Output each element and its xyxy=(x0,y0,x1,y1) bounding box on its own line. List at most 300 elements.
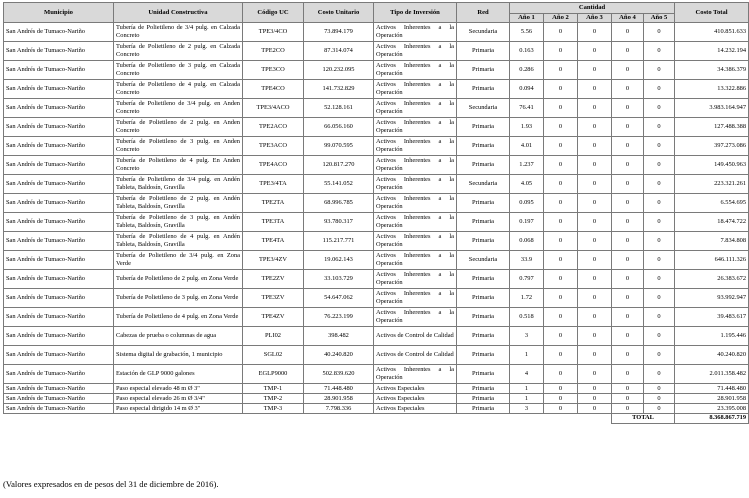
table-row xyxy=(4,23,749,42)
cell-municipio: San Andrés de Tumaco-Nariño xyxy=(4,80,114,99)
cell-red: Primaria xyxy=(457,270,510,289)
cell-municipio: San Andrés de Tumaco-Nariño xyxy=(4,251,114,270)
table-row xyxy=(4,156,749,175)
cell-codigo-uc: TPE2ACO xyxy=(243,118,304,137)
table-row xyxy=(4,308,749,327)
cell-year-2: 0 xyxy=(544,175,578,194)
cell-year-5: 0 xyxy=(644,61,675,80)
cell-tipo-inversion: Activos Inherentes a la Operación xyxy=(374,156,457,175)
cell-costo-total: 6.554.695 xyxy=(675,194,749,213)
cell-year-3: 0 xyxy=(578,80,612,99)
cell-codigo-uc: TPE3ACO xyxy=(243,137,304,156)
cell-year-4: 0 xyxy=(612,175,644,194)
cell-costo-unitario: 76.223.199 xyxy=(304,308,374,327)
cell-year-3: 0 xyxy=(578,404,612,414)
cell-year-4: 0 xyxy=(612,156,644,175)
cell-tipo-inversion: Activos Inherentes a la Operación xyxy=(374,42,457,61)
cell-year-1: 3 xyxy=(510,327,544,346)
table-body xyxy=(4,23,749,423)
cell-year-3: 0 xyxy=(578,23,612,42)
cell-costo-unitario: 66.056.160 xyxy=(304,118,374,137)
cell-unidad-constructiva: Estación de GLP 9000 galones xyxy=(114,365,243,384)
cell-costo-total: 28.901.958 xyxy=(675,394,749,404)
cell-year-2: 0 xyxy=(544,404,578,414)
cell-year-1: 33.9 xyxy=(510,251,544,270)
values-note: (Valores expresados en de pesos del 31 de diciembre de 2016). xyxy=(3,479,219,489)
cell-unidad-constructiva: Paso especial dirigido 14 m Ø 3" xyxy=(114,404,243,414)
table-row xyxy=(4,232,749,251)
cell-costo-total: 71.448.480 xyxy=(675,384,749,394)
cell-year-5: 0 xyxy=(644,394,675,404)
cell-codigo-uc: TMP-2 xyxy=(243,394,304,404)
table-row xyxy=(4,213,749,232)
cell-unidad-constructiva: Tubería de Polietileno de 4 pulg. en Calzada Concreto xyxy=(114,80,243,99)
cell-year-3: 0 xyxy=(578,365,612,384)
cell-codigo-uc: TPE3/4ZV xyxy=(243,251,304,270)
cell-year-2: 0 xyxy=(544,232,578,251)
cell-year-4: 0 xyxy=(612,194,644,213)
cell-year-4: 0 xyxy=(612,80,644,99)
cell-year-5: 0 xyxy=(644,327,675,346)
cell-year-2: 0 xyxy=(544,346,578,365)
cell-year-5: 0 xyxy=(644,23,675,42)
cell-tipo-inversion: Activos Inherentes a la Operación xyxy=(374,213,457,232)
table-row xyxy=(4,384,749,394)
cell-year-4: 0 xyxy=(612,137,644,156)
cell-costo-total: 223.321.261 xyxy=(675,175,749,194)
cell-year-1: 3 xyxy=(510,404,544,414)
cell-unidad-constructiva: Tubería de Polietileno de 3/4 pulg. en Andén Tableta, Baldosín, Gravilla xyxy=(114,175,243,194)
cell-codigo-uc: TPE3CO xyxy=(243,61,304,80)
cell-unidad-constructiva: Paso especial elevado 26 m Ø 3/4" xyxy=(114,394,243,404)
cell-codigo-uc: TPE3TA xyxy=(243,213,304,232)
cell-red: Primaria xyxy=(457,394,510,404)
cell-year-2: 0 xyxy=(544,99,578,118)
cell-year-4: 0 xyxy=(612,289,644,308)
cell-red: Primaria xyxy=(457,232,510,251)
cell-year-2: 0 xyxy=(544,61,578,80)
cell-year-1: 1.93 xyxy=(510,118,544,137)
cell-year-5: 0 xyxy=(644,251,675,270)
cell-year-1: 4 xyxy=(510,365,544,384)
cell-year-3: 0 xyxy=(578,137,612,156)
cell-year-4: 0 xyxy=(612,327,644,346)
cell-costo-unitario: 120.232.095 xyxy=(304,61,374,80)
cell-codigo-uc: TPE4CO xyxy=(243,80,304,99)
table-row xyxy=(4,118,749,137)
table-row xyxy=(4,404,749,414)
cell-unidad-constructiva: Tubería de Polietileno de 3 pulg. en Zona Verde xyxy=(114,289,243,308)
cell-year-1: 1 xyxy=(510,384,544,394)
cell-costo-total: 39.483.617 xyxy=(675,308,749,327)
total-value: 8.368.867.719 xyxy=(675,414,749,423)
cell-codigo-uc: TPE3ZV xyxy=(243,289,304,308)
cell-red: Secundaria xyxy=(457,175,510,194)
investment-table xyxy=(3,2,749,424)
cell-codigo-uc: PLI02 xyxy=(243,327,304,346)
cell-year-1: 0.797 xyxy=(510,270,544,289)
cell-tipo-inversion: Activos Inherentes a la Operación xyxy=(374,80,457,99)
cell-unidad-constructiva: Paso especial elevado 48 m Ø 3" xyxy=(114,384,243,394)
table-row xyxy=(4,175,749,194)
cell-municipio: San Andrés de Tumaco-Nariño xyxy=(4,308,114,327)
cell-year-3: 0 xyxy=(578,289,612,308)
cell-costo-total: 23.395.008 xyxy=(675,404,749,414)
cell-costo-total: 13.322.886 xyxy=(675,80,749,99)
cell-year-1: 1.72 xyxy=(510,289,544,308)
cell-year-1: 4.05 xyxy=(510,175,544,194)
cell-costo-total: 646.111.326 xyxy=(675,251,749,270)
cell-tipo-inversion: Activos Inherentes a la Operación xyxy=(374,61,457,80)
header-costo-total: Costo Total xyxy=(675,3,749,23)
header-year-1: Año 1 xyxy=(510,14,544,23)
cell-year-2: 0 xyxy=(544,194,578,213)
table-row xyxy=(4,80,749,99)
cell-municipio: San Andrés de Tumaco-Nariño xyxy=(4,232,114,251)
cell-codigo-uc: SGL02 xyxy=(243,346,304,365)
cell-red: Primaria xyxy=(457,194,510,213)
table-row xyxy=(4,270,749,289)
cell-tipo-inversion: Activos Inherentes a la Operación xyxy=(374,118,457,137)
cell-codigo-uc: TPE4TA xyxy=(243,232,304,251)
cell-red: Primaria xyxy=(457,289,510,308)
cell-costo-total: 34.386.379 xyxy=(675,61,749,80)
cell-municipio: San Andrés de Tumaco-Nariño xyxy=(4,175,114,194)
cell-year-5: 0 xyxy=(644,308,675,327)
cell-municipio: San Andrés de Tumaco-Nariño xyxy=(4,327,114,346)
table-row xyxy=(4,394,749,404)
cell-codigo-uc: TPE4ZV xyxy=(243,308,304,327)
cell-year-5: 0 xyxy=(644,384,675,394)
cell-year-5: 0 xyxy=(644,213,675,232)
cell-year-3: 0 xyxy=(578,118,612,137)
cell-year-3: 0 xyxy=(578,346,612,365)
cell-year-2: 0 xyxy=(544,384,578,394)
cell-tipo-inversion: Activos Inherentes a la Operación xyxy=(374,365,457,384)
cell-costo-total: 127.488.388 xyxy=(675,118,749,137)
cell-red: Primaria xyxy=(457,308,510,327)
table-row xyxy=(4,194,749,213)
cell-year-5: 0 xyxy=(644,194,675,213)
cell-codigo-uc: TPE3/4TA xyxy=(243,175,304,194)
cell-year-1: 0.518 xyxy=(510,308,544,327)
cell-red: Primaria xyxy=(457,80,510,99)
cell-year-5: 0 xyxy=(644,232,675,251)
cell-year-3: 0 xyxy=(578,194,612,213)
cell-year-4: 0 xyxy=(612,61,644,80)
table-header xyxy=(4,3,749,23)
cell-costo-total: 397.273.086 xyxy=(675,137,749,156)
cell-year-4: 0 xyxy=(612,251,644,270)
cell-year-4: 0 xyxy=(612,394,644,404)
cell-year-1: 0.197 xyxy=(510,213,544,232)
cell-unidad-constructiva: Tubería de Polietileno de 3/4 pulg. en Anden Concreto xyxy=(114,99,243,118)
cell-municipio: San Andrés de Tumaco-Nariño xyxy=(4,23,114,42)
cell-year-3: 0 xyxy=(578,394,612,404)
cell-year-4: 0 xyxy=(612,23,644,42)
cell-tipo-inversion: Activos de Control de Calidad xyxy=(374,346,457,365)
cell-tipo-inversion: Activos Inherentes a la Operación xyxy=(374,289,457,308)
cell-year-2: 0 xyxy=(544,42,578,61)
header-year-5: Año 5 xyxy=(644,14,675,23)
cell-costo-unitario: 120.817.270 xyxy=(304,156,374,175)
cell-year-2: 0 xyxy=(544,308,578,327)
cell-municipio: San Andrés de Tumaco-Nariño xyxy=(4,42,114,61)
cell-municipio: San Andrés de Tumaco-Nariño xyxy=(4,137,114,156)
cell-costo-total: 40.240.820 xyxy=(675,346,749,365)
cell-year-5: 0 xyxy=(644,175,675,194)
cell-year-1: 1 xyxy=(510,394,544,404)
cell-municipio: San Andrés de Tumaco-Nariño xyxy=(4,365,114,384)
header-cantidad: Cantidad xyxy=(510,3,675,14)
cell-red: Primaria xyxy=(457,118,510,137)
cell-municipio: San Andrés de Tumaco-Nariño xyxy=(4,270,114,289)
cell-year-4: 0 xyxy=(612,384,644,394)
cell-codigo-uc: TPE3/4CO xyxy=(243,23,304,42)
cell-year-5: 0 xyxy=(644,156,675,175)
cell-unidad-constructiva: Cabezas de prueba o columnas de agua xyxy=(114,327,243,346)
cell-year-1: 0.163 xyxy=(510,42,544,61)
cell-costo-total: 410.851.633 xyxy=(675,23,749,42)
cell-year-5: 0 xyxy=(644,42,675,61)
cell-year-3: 0 xyxy=(578,327,612,346)
cell-year-2: 0 xyxy=(544,80,578,99)
cell-unidad-constructiva: Tubería de Polietileno de 2 pulg. en Anden Concreto xyxy=(114,118,243,137)
cell-year-5: 0 xyxy=(644,346,675,365)
cell-year-5: 0 xyxy=(644,137,675,156)
cell-year-3: 0 xyxy=(578,251,612,270)
total-row xyxy=(4,414,749,423)
cell-codigo-uc: TPE2TA xyxy=(243,194,304,213)
cell-unidad-constructiva: Tubería de Polietileno de 3 pulg. en Andén Tableta, Baldosín, Gravilla xyxy=(114,213,243,232)
table-row xyxy=(4,137,749,156)
header-codigo-uc: Código UC xyxy=(243,3,304,23)
cell-costo-total: 14.232.194 xyxy=(675,42,749,61)
cell-year-3: 0 xyxy=(578,213,612,232)
table-row xyxy=(4,289,749,308)
cell-year-2: 0 xyxy=(544,251,578,270)
cell-costo-unitario: 19.062.143 xyxy=(304,251,374,270)
cell-municipio: San Andrés de Tumaco-Nariño xyxy=(4,156,114,175)
cell-red: Secundaria xyxy=(457,23,510,42)
cell-tipo-inversion: Activos Inherentes a la Operación xyxy=(374,175,457,194)
cell-costo-total: 1.195.446 xyxy=(675,327,749,346)
table-row xyxy=(4,365,749,384)
cell-codigo-uc: TMP-1 xyxy=(243,384,304,394)
cell-year-4: 0 xyxy=(612,270,644,289)
cell-tipo-inversion: Activos Especiales xyxy=(374,404,457,414)
cell-year-3: 0 xyxy=(578,384,612,394)
cell-codigo-uc: TPE2CO xyxy=(243,42,304,61)
cell-year-2: 0 xyxy=(544,270,578,289)
cell-red: Secundaria xyxy=(457,99,510,118)
cell-red: Secundaria xyxy=(457,251,510,270)
cell-year-3: 0 xyxy=(578,42,612,61)
cell-year-4: 0 xyxy=(612,404,644,414)
cell-tipo-inversion: Activos Inherentes a la Operación xyxy=(374,23,457,42)
header-municipio: Municipio xyxy=(4,3,114,23)
cell-year-5: 0 xyxy=(644,365,675,384)
cell-codigo-uc: TPE4ACO xyxy=(243,156,304,175)
cell-year-4: 0 xyxy=(612,308,644,327)
cell-tipo-inversion: Activos Inherentes a la Operación xyxy=(374,270,457,289)
cell-year-1: 5.56 xyxy=(510,23,544,42)
cell-tipo-inversion: Activos de Control de Calidad xyxy=(374,327,457,346)
cell-year-1: 0.068 xyxy=(510,232,544,251)
cell-costo-unitario: 87.314.074 xyxy=(304,42,374,61)
cell-tipo-inversion: Activos Inherentes a la Operación xyxy=(374,308,457,327)
cell-costo-total: 93.992.947 xyxy=(675,289,749,308)
cell-year-1: 0.286 xyxy=(510,61,544,80)
cell-year-2: 0 xyxy=(544,137,578,156)
cell-costo-unitario: 55.141.052 xyxy=(304,175,374,194)
cell-unidad-constructiva: Tubería de Polietileno de 3 pulg. en Calzada Concreto xyxy=(114,61,243,80)
cell-year-3: 0 xyxy=(578,99,612,118)
cell-year-3: 0 xyxy=(578,232,612,251)
cell-costo-unitario: 28.901.958 xyxy=(304,394,374,404)
cell-unidad-constructiva: Tubería de Polietileno de 3 pulg. en Anden Concreto xyxy=(114,137,243,156)
cell-tipo-inversion: Activos Inherentes a la Operación xyxy=(374,251,457,270)
cell-municipio: San Andrés de Tumaco-Nariño xyxy=(4,99,114,118)
cell-year-4: 0 xyxy=(612,365,644,384)
cell-unidad-constructiva: Tubería de Polietileno de 4 pulg. en Zona Verde xyxy=(114,308,243,327)
total-label: TOTAL xyxy=(612,414,675,423)
cell-costo-unitario: 93.780.317 xyxy=(304,213,374,232)
cell-year-3: 0 xyxy=(578,270,612,289)
cell-red: Primaria xyxy=(457,137,510,156)
cell-year-4: 0 xyxy=(612,99,644,118)
cell-year-5: 0 xyxy=(644,118,675,137)
cell-year-1: 76.41 xyxy=(510,99,544,118)
cell-year-1: 0.094 xyxy=(510,80,544,99)
cell-costo-total: 26.383.672 xyxy=(675,270,749,289)
cell-year-2: 0 xyxy=(544,118,578,137)
cell-tipo-inversion: Activos Especiales xyxy=(374,394,457,404)
cell-red: Primaria xyxy=(457,42,510,61)
cell-year-5: 0 xyxy=(644,80,675,99)
cell-costo-total: 2.011.358.482 xyxy=(675,365,749,384)
header-year-2: Año 2 xyxy=(544,14,578,23)
cell-year-2: 0 xyxy=(544,213,578,232)
cell-red: Primaria xyxy=(457,327,510,346)
cell-costo-unitario: 73.894.179 xyxy=(304,23,374,42)
cell-tipo-inversion: Activos Inherentes a la Operación xyxy=(374,99,457,118)
cell-municipio: San Andrés de Tumaco-Nariño xyxy=(4,118,114,137)
cell-costo-unitario: 68.996.785 xyxy=(304,194,374,213)
cell-red: Primaria xyxy=(457,61,510,80)
cell-year-3: 0 xyxy=(578,61,612,80)
cell-municipio: San Andrés de Tumaco-Nariño xyxy=(4,61,114,80)
cell-costo-unitario: 141.732.829 xyxy=(304,80,374,99)
cell-costo-unitario: 7.798.336 xyxy=(304,404,374,414)
header-costo-unitario: Costo Unitario xyxy=(304,3,374,23)
cell-year-2: 0 xyxy=(544,394,578,404)
cell-unidad-constructiva: Tubería de Polietileno de 2 pulg. en Calzada Concreto xyxy=(114,42,243,61)
cell-year-2: 0 xyxy=(544,365,578,384)
cell-red: Primaria xyxy=(457,404,510,414)
cell-year-4: 0 xyxy=(612,346,644,365)
cell-year-1: 0.095 xyxy=(510,194,544,213)
cell-unidad-constructiva: Tubería de Polietileno de 2 pulg. en Andén Tableta, Baldosín, Gravilla xyxy=(114,194,243,213)
table-row xyxy=(4,327,749,346)
cell-municipio: San Andrés de Tumaco-Nariño xyxy=(4,384,114,394)
header-tipo-inversion: Tipo de Inversión xyxy=(374,3,457,23)
cell-year-3: 0 xyxy=(578,175,612,194)
cell-codigo-uc: TPE2ZV xyxy=(243,270,304,289)
cell-red: Primaria xyxy=(457,346,510,365)
cell-red: Primaria xyxy=(457,365,510,384)
cell-year-4: 0 xyxy=(612,213,644,232)
cell-unidad-constructiva: Tubería de Polietileno de 2 pulg. en Zona Verde xyxy=(114,270,243,289)
cell-year-1: 1.237 xyxy=(510,156,544,175)
cell-codigo-uc: TPE3/4ACO xyxy=(243,99,304,118)
table-row xyxy=(4,42,749,61)
cell-year-5: 0 xyxy=(644,270,675,289)
cell-costo-unitario: 115.217.771 xyxy=(304,232,374,251)
cell-costo-total: 7.834.808 xyxy=(675,232,749,251)
cell-codigo-uc: EGLP9000 xyxy=(243,365,304,384)
cell-tipo-inversion: Activos Inherentes a la Operación xyxy=(374,137,457,156)
cell-costo-unitario: 502.839.620 xyxy=(304,365,374,384)
cell-costo-unitario: 33.103.729 xyxy=(304,270,374,289)
cell-year-2: 0 xyxy=(544,289,578,308)
cell-costo-total: 18.474.722 xyxy=(675,213,749,232)
cell-municipio: San Andrés de Tumaco-Nariño xyxy=(4,194,114,213)
cell-unidad-constructiva: Tubería de Polietileno de 4 pulg. en Andén Tableta, Baldosín, Gravilla xyxy=(114,232,243,251)
cell-unidad-constructiva: Tubería de Polietileno de 3/4 pulg. en Zona Verde xyxy=(114,251,243,270)
cell-costo-unitario: 71.448.480 xyxy=(304,384,374,394)
total-row-spacer xyxy=(4,414,612,423)
header-unidad-constructiva: Unidad Constructiva xyxy=(114,3,243,23)
cell-year-5: 0 xyxy=(644,404,675,414)
cell-costo-unitario: 398.482 xyxy=(304,327,374,346)
table-row xyxy=(4,61,749,80)
header-red: Red xyxy=(457,3,510,23)
table-row xyxy=(4,99,749,118)
table-row xyxy=(4,251,749,270)
cell-year-2: 0 xyxy=(544,23,578,42)
cell-costo-unitario: 40.240.820 xyxy=(304,346,374,365)
cell-costo-unitario: 99.070.595 xyxy=(304,137,374,156)
cell-unidad-constructiva: Tubería de Polietileno de 4 pulg. En Anden Concreto xyxy=(114,156,243,175)
cell-year-2: 0 xyxy=(544,327,578,346)
cell-unidad-constructiva: Tubería de Polietileno de 3/4 pulg. en Calzada Concreto xyxy=(114,23,243,42)
cell-municipio: San Andrés de Tumaco-Nariño xyxy=(4,394,114,404)
cell-codigo-uc: TMP-3 xyxy=(243,404,304,414)
cell-year-4: 0 xyxy=(612,118,644,137)
cell-red: Primaria xyxy=(457,156,510,175)
cell-municipio: San Andrés de Tumaco-Nariño xyxy=(4,404,114,414)
cell-costo-total: 3.983.164.947 xyxy=(675,99,749,118)
cell-year-3: 0 xyxy=(578,308,612,327)
cell-costo-total: 149.450.963 xyxy=(675,156,749,175)
investment-table-container xyxy=(3,2,747,424)
cell-tipo-inversion: Activos Inherentes a la Operación xyxy=(374,232,457,251)
header-year-3: Año 3 xyxy=(578,14,612,23)
cell-year-5: 0 xyxy=(644,99,675,118)
header-year-4: Año 4 xyxy=(612,14,644,23)
cell-unidad-constructiva: Sistema digital de grabación, 1 municipio xyxy=(114,346,243,365)
cell-municipio: San Andrés de Tumaco-Nariño xyxy=(4,213,114,232)
cell-red: Primaria xyxy=(457,384,510,394)
cell-red: Primaria xyxy=(457,213,510,232)
cell-year-4: 0 xyxy=(612,42,644,61)
cell-costo-unitario: 52.128.161 xyxy=(304,99,374,118)
cell-year-5: 0 xyxy=(644,289,675,308)
cell-tipo-inversion: Activos Inherentes a la Operación xyxy=(374,194,457,213)
cell-costo-unitario: 54.647.062 xyxy=(304,289,374,308)
cell-municipio: San Andrés de Tumaco-Nariño xyxy=(4,289,114,308)
